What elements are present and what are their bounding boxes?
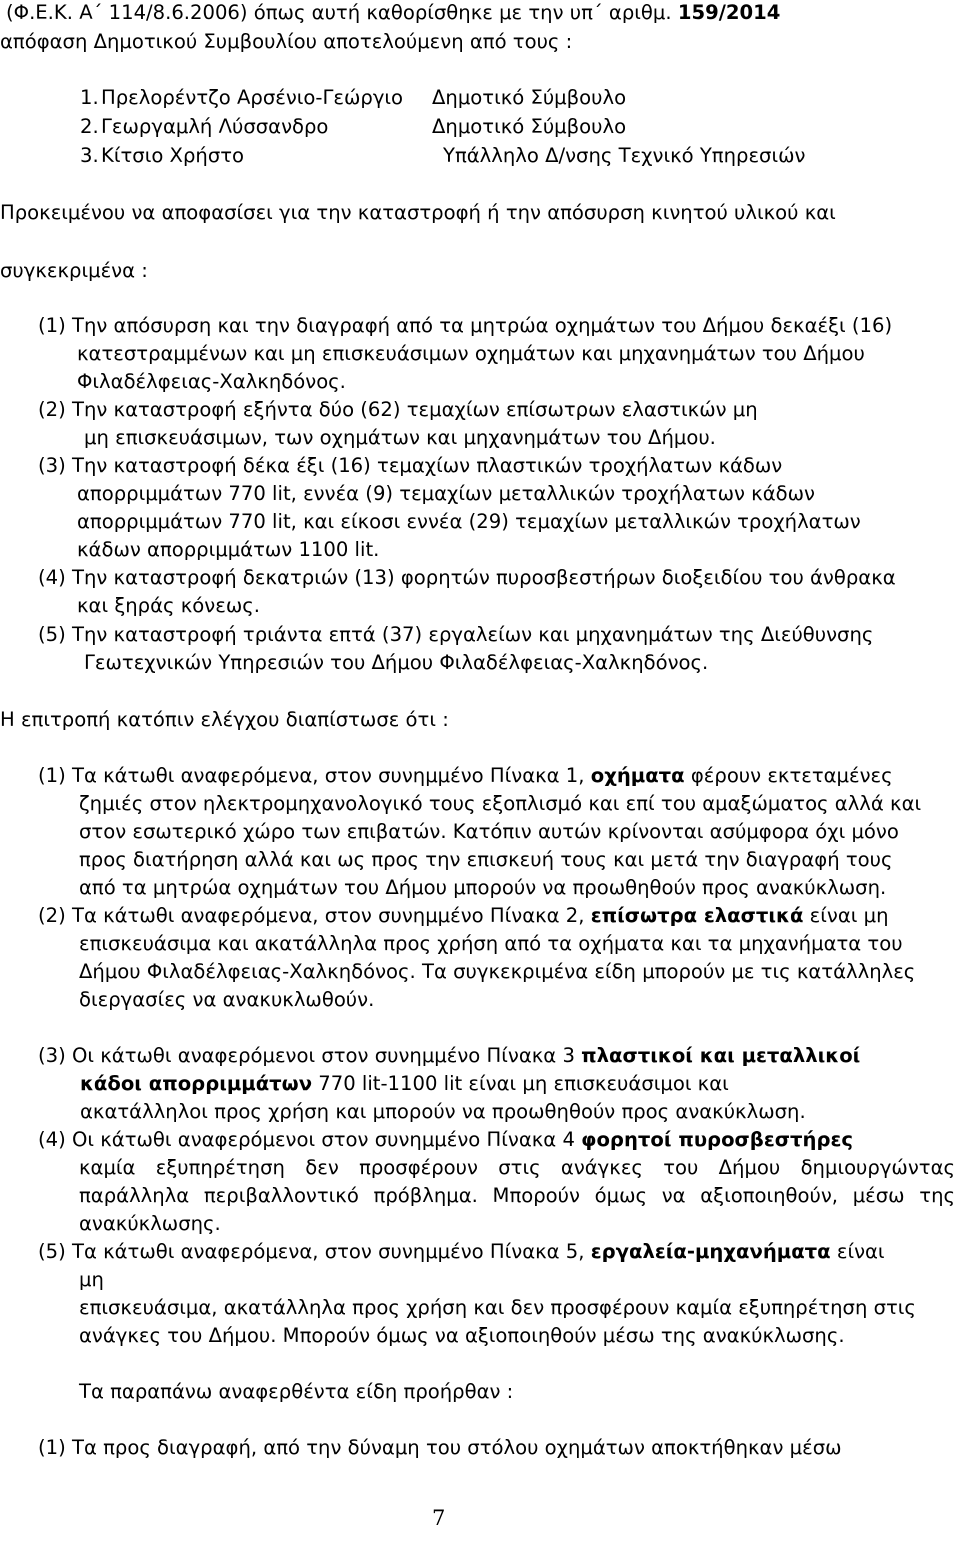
item-3-line-3: απορριμμάτων 770 lit, και είκοσι εννέα (29) τεμαχίων μεταλλικών τροχήλατων xyxy=(77,510,861,533)
finding-3-keyword: πλαστικοί και μεταλλικοί xyxy=(581,1044,861,1067)
finding-1-line-3: στον εσωτερικό χώρο των επιβατών. Κατόπιν αυτών κρίνονται ασύμφορα όχι μόνο xyxy=(79,820,899,843)
member-number: 3. xyxy=(80,144,99,167)
finding-2-line-3: Δήμου Φιλαδέλφειας-Χαλκηδόνος. Τα συγκεκριμένα είδη μπορούν με τις κατάλληλες xyxy=(79,960,916,983)
finding-1-line-5: από τα μητρώα οχημάτων του Δήμου μπορούν να προωθηθούν προς ανακύκλωση. xyxy=(79,876,887,899)
last-item-line-1: (1) Τα προς διαγραφή, από την δύναμη του στόλου οχημάτων αποκτήθηκαν μέσω xyxy=(38,1436,842,1459)
header-line-1 xyxy=(6,3,780,23)
item-1-line-1: (1) Την απόσυρση και την διαγραφή από τα μητρώα οχημάτων του Δήμου δεκαέξι (16) xyxy=(38,314,893,337)
aforementioned-heading: Τα παραπάνω αναφερθέντα είδη προήρθαν : xyxy=(79,1380,514,1403)
finding-4-line-4: ανακύκλωσης. xyxy=(79,1212,221,1235)
finding-1-keyword: οχήματα xyxy=(590,764,685,787)
member-role: Υπάλληλο Δ/νσης Τεχνικό Υπηρεσιών xyxy=(443,144,806,167)
finding-4-line-1: (4) Οι κάτωθι αναφερόμενοι στον συνημμένο Πίνακα 4 φορητοί πυροσβεστήρες xyxy=(38,1128,853,1151)
finding-5-line-1: (5) Τα κάτωθι αναφερόμενα, στον συνημμένο Πίνακα 5, εργαλεία-μηχανήματα είναι xyxy=(38,1240,885,1263)
purpose-line-1: Προκειμένου να αποφασίσει για την καταστροφή ή την απόσυρση κινητού υλικού και xyxy=(0,201,836,224)
header-line-2: απόφαση Δημοτικού Συμβουλίου αποτελούμενη από τους : xyxy=(0,30,573,53)
item-3-line-2: απορριμμάτων 770 lit, εννέα (9) τεμαχίων μεταλλικών τροχήλατων κάδων xyxy=(77,482,815,505)
finding-2-line-1: (2) Τα κάτωθι αναφερόμενα, στον συνημμένο Πίνακα 2, επίσωτρα ελαστικά είναι μη xyxy=(38,904,889,927)
decision-number: 159/2014 xyxy=(677,1,781,24)
finding-2-line-2: επισκευάσιμα και ακατάλληλα προς χρήση από τα οχήματα και τα μηχανήματα του xyxy=(79,932,903,955)
finding-5-line-4: ανάγκες του Δήμου. Μπορούν όμως να αξιοποιηθούν μέσω της ανακύκλωσης. xyxy=(79,1324,845,1347)
member-name: Γεωργαμλή Λύσσανδρο xyxy=(101,115,329,138)
item-2-line-1: (2) Την καταστροφή εξήντα δύο (62) τεμαχίων επίσωτρων ελαστικών μη xyxy=(38,398,758,421)
member-role: Δημοτικό Σύμβουλο xyxy=(432,115,627,138)
finding-3-keyword-cont: κάδοι απορριμμάτων xyxy=(80,1072,313,1095)
purpose-line-2: συγκεκριμένα : xyxy=(0,259,148,282)
finding-1-line-1: (1) Τα κάτωθι αναφερόμενα, στον συνημμένο Πίνακα 1, οχήματα φέρουν εκτεταμένες xyxy=(38,764,893,787)
committee-statement: Η επιτροπή κατόπιν ελέγχου διαπίστωσε ότι : xyxy=(0,708,449,731)
finding-1-line-4: προς διατήρηση αλλά και ως προς την επισκευή τους και μετά την διαγραφή τους xyxy=(79,848,893,871)
finding-2-keyword: επίσωτρα ελαστικά xyxy=(590,904,804,927)
finding-3-line-2: κάδοι απορριμμάτων 770 lit-1100 lit είναι μη επισκευάσιμοι και xyxy=(80,1072,729,1095)
finding-1-line-2: ζημιές στον ηλεκτρομηχανολογικό τους εξοπλισμό και επί του αμαξώματος αλλά και xyxy=(79,792,922,815)
finding-4-line-2: καμία εξυπηρέτηση δεν προσφέρουν στις ανάγκες του Δήμου δημιουργώντας xyxy=(79,1156,955,1179)
member-role: Δημοτικό Σύμβουλο xyxy=(432,86,627,109)
item-2-line-2: μη επισκευάσιμων, των οχημάτων και μηχανημάτων του Δήμου. xyxy=(84,426,716,449)
item-4-line-1: (4) Την καταστροφή δεκατριών (13) φορητών πυροσβεστήρων διοξειδίου του άνθρακα xyxy=(38,566,896,589)
member-name: Πρελορέντζο Αρσένιο-Γεώργιο xyxy=(101,86,404,109)
finding-3-line-3: ακατάλληλοι προς χρήση και μπορούν να προωθηθούν προς ανακύκλωση. xyxy=(80,1100,806,1123)
finding-5-line-2: μη xyxy=(79,1268,104,1291)
item-5-line-1: (5) Την καταστροφή τριάντα επτά (37) εργαλείων και μηχανημάτων της Διεύθυνσης xyxy=(38,623,874,646)
finding-2-line-4: διεργασίες να ανακυκλωθούν. xyxy=(79,988,375,1011)
item-5-line-2: Γεωτεχνικών Υπηρεσιών του Δήμου Φιλαδέλφειας-Χαλκηδόνος. xyxy=(84,651,709,674)
finding-4-line-3: παράλληλα περιβαλλοντικό πρόβλημα. Μπορούν όμως να αξιοποιηθούν, μέσω της xyxy=(79,1184,955,1207)
item-3-line-1: (3) Την καταστροφή δέκα έξι (16) τεμαχίων πλαστικών τροχήλατων κάδων xyxy=(38,454,783,477)
item-1-line-2: κατεστραμμένων και μη επισκευάσιμων οχημάτων και μηχανημάτων του Δήμου xyxy=(77,342,865,365)
finding-4-keyword: φορητοί πυροσβεστήρες xyxy=(581,1128,853,1151)
item-4-line-2: και ξηράς κόνεως. xyxy=(77,594,260,617)
finding-5-line-3: επισκευάσιμα, ακατάλληλα προς χρήση και δεν προσφέρουν καμία εξυπηρέτηση στις xyxy=(79,1296,916,1319)
finding-5-keyword: εργαλεία-μηχανήματα xyxy=(590,1240,831,1263)
header-reference: (Φ.Ε.Κ. Α΄ 114/8.6.2006) όπως αυτή καθορίσθηκε με την υπ΄ αριθμ. xyxy=(6,1,678,24)
finding-3-line-1: (3) Οι κάτωθι αναφερόμενοι στον συνημμένο Πίνακα 3 πλαστικοί και μεταλλικοί xyxy=(38,1044,861,1067)
page-number: 7 xyxy=(432,1506,446,1530)
member-name: Κίτσιο Χρήστο xyxy=(101,144,245,167)
item-1-line-3: Φιλαδέλφειας-Χαλκηδόνος. xyxy=(77,370,346,393)
member-number: 2. xyxy=(80,115,99,138)
member-number: 1. xyxy=(80,86,99,109)
item-3-line-4: κάδων απορριμμάτων 1100 lit. xyxy=(77,538,380,561)
